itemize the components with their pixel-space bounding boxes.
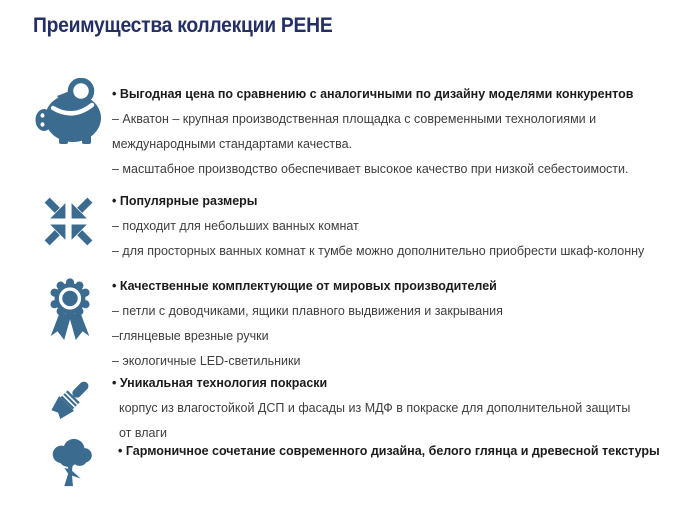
section-text bbox=[112, 440, 678, 463]
detail-line: – для просторных ванных комнат к тумбе можно дополнительно приобрести шкаф-колонну bbox=[112, 244, 645, 258]
section-text bbox=[112, 371, 678, 446]
page-title: Преимущества коллекции РЕНЕ bbox=[33, 14, 333, 37]
section-design bbox=[0, 440, 690, 463]
section-heading: • Гармоничное сочетание современного дизайна, белого глянца и древесной текстуры bbox=[118, 444, 660, 458]
section-sizes bbox=[0, 189, 690, 264]
detail-line: корпус из влагостойкой ДСП и фасады из МДФ в покраске для дополнительной защиты bbox=[119, 401, 631, 415]
detail-line: международными стандартами качества. bbox=[112, 137, 353, 151]
detail-line: –глянцевые врезные ручки bbox=[112, 329, 269, 343]
detail-line: – Акватон – крупная производственная площадка с современными технологиями и bbox=[112, 112, 597, 126]
section-heading: • Уникальная технология покраски bbox=[112, 376, 328, 390]
compress-arrows-icon bbox=[40, 193, 97, 255]
section-heading: • Популярные размеры bbox=[112, 194, 258, 208]
section-text bbox=[112, 82, 678, 182]
section-heading: • Качественные комплектующие от мировых производителей bbox=[112, 279, 497, 293]
section-paint bbox=[0, 371, 690, 446]
section-heading: • Выгодная цена по сравнению с аналогичными по дизайну моделями конкурентов bbox=[112, 87, 634, 101]
section-components bbox=[0, 274, 690, 374]
award-ribbon-icon bbox=[41, 276, 99, 351]
tree-icon bbox=[45, 436, 99, 497]
detail-line: от влаги bbox=[119, 426, 168, 440]
section-price bbox=[0, 82, 690, 182]
detail-line: – экологичные LED-светильники bbox=[112, 354, 301, 368]
detail-line: – подходит для небольших ванных комнат bbox=[112, 219, 359, 233]
paint-brush-icon bbox=[40, 374, 96, 435]
detail-line: – петли с доводчиками, ящики плавного выдвижения и закрывания bbox=[112, 304, 503, 318]
piggy-bank-icon bbox=[35, 78, 107, 149]
section-text bbox=[112, 189, 678, 264]
detail-line: – масштабное производство обеспечивает высокое качество при низкой себестоимости. bbox=[112, 162, 629, 176]
section-text bbox=[112, 274, 678, 374]
